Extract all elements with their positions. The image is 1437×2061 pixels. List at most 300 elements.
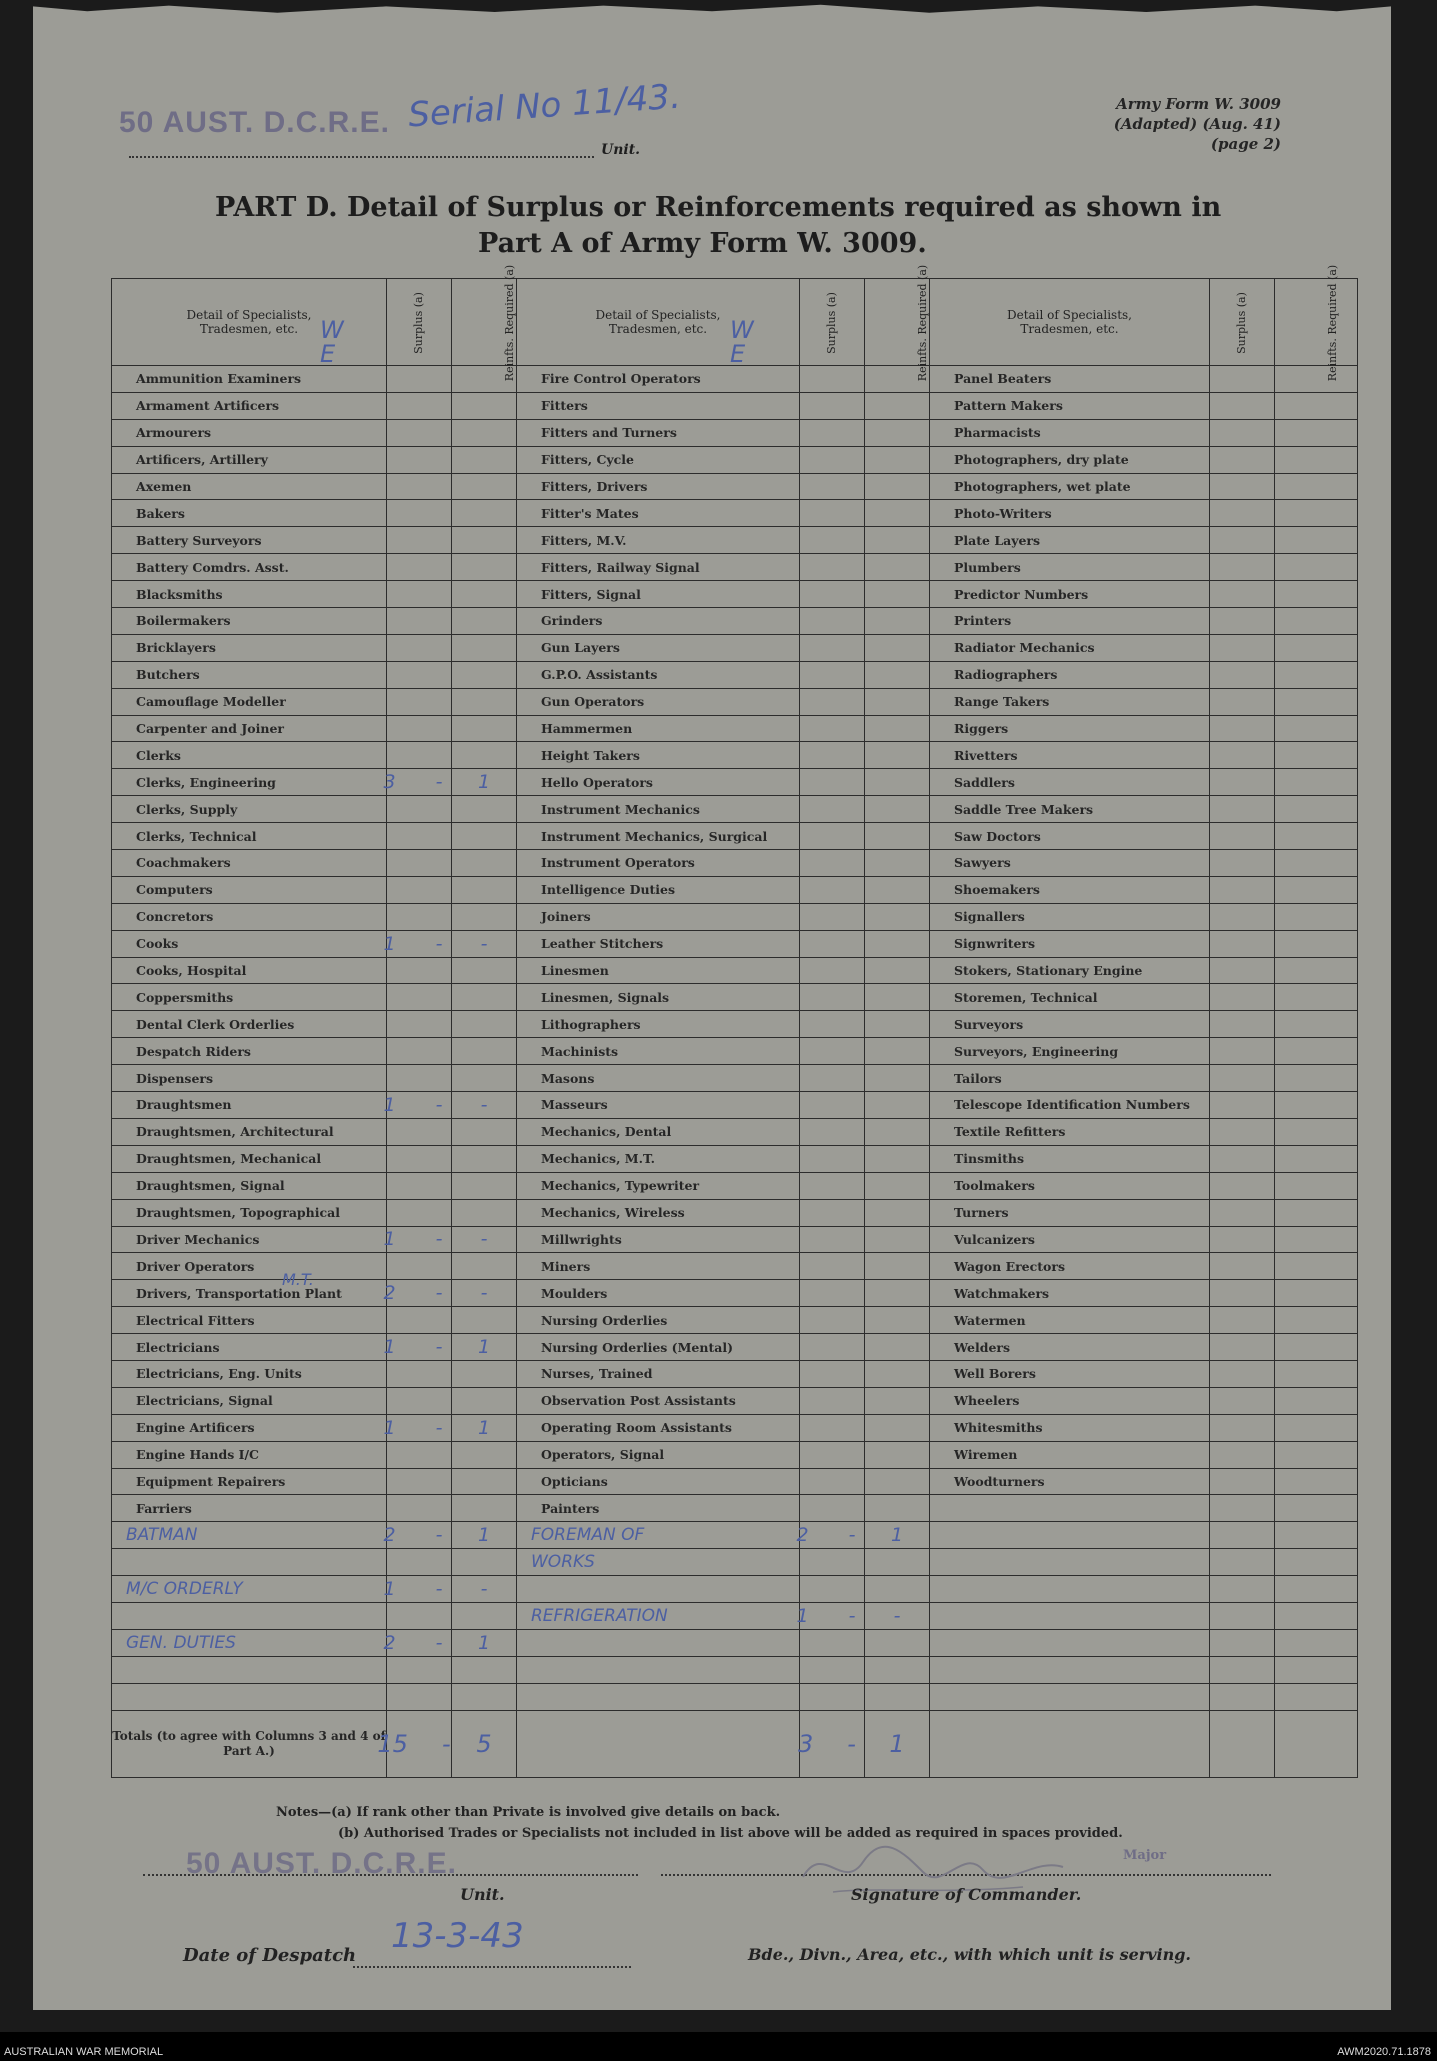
surplus-cell [383, 1629, 452, 1656]
reinfts-value: 1 [477, 1336, 491, 1358]
trade-name: Electricians, Eng. Units [112, 1360, 387, 1387]
totals-we: 3 [798, 1729, 814, 1758]
reinfts-cell [452, 850, 517, 877]
trade-name: Armament Artificers [112, 392, 387, 419]
reinfts-cell [452, 1468, 517, 1495]
surplus-cell [800, 366, 865, 393]
note-a: Notes—(a) If rank other than Private is involved give details on back. [276, 1805, 781, 1820]
table-row-handwritten [112, 1522, 1358, 1549]
trade-name: Concretors [112, 903, 387, 930]
table-row-handwritten [112, 1576, 1358, 1603]
surplus-cell [387, 957, 452, 984]
surplus-value: - [435, 1228, 443, 1251]
table-row-handwritten [112, 1629, 1358, 1656]
table-row [112, 419, 1358, 446]
we-value: 2 [383, 1524, 396, 1547]
reinfts-cell [1275, 392, 1358, 419]
totals-blank [1210, 1710, 1275, 1777]
reinfts-cell [865, 1145, 930, 1172]
reinfts-cell [452, 1280, 517, 1307]
reinfts-cell [452, 876, 517, 903]
table-row [112, 446, 1358, 473]
reinfts-cell [865, 608, 930, 635]
surplus-cell [387, 1549, 452, 1576]
trade-name: Opticians [517, 1468, 800, 1495]
we-value: 1 [383, 1578, 396, 1601]
we-value: 2 [383, 1282, 396, 1305]
surplus-cell [1210, 1253, 1275, 1280]
reinfts-cell [452, 957, 517, 984]
surplus-cell [800, 419, 865, 446]
reinfts-cell [1275, 930, 1358, 957]
reinfts-cell [865, 1280, 930, 1307]
surplus-cell [387, 661, 452, 688]
reinfts-cell [865, 1065, 930, 1092]
trade-name: Photo-Writers [930, 500, 1210, 527]
trade-name: Photographers, wet plate [930, 473, 1210, 500]
reinfts-cell [865, 1629, 930, 1656]
surplus-cell [387, 1495, 452, 1522]
col-header-detail-b: Tradesmen, etc. [608, 322, 708, 336]
trade-name: Electricians, Signal [112, 1387, 387, 1414]
table-row [112, 1414, 1358, 1441]
surplus-cell [800, 903, 865, 930]
trade-name: Gun Operators [517, 688, 800, 715]
trade-name: Driver Mechanics [112, 1226, 387, 1253]
we-value: 1 [383, 1416, 396, 1439]
trade-name: Fitters, Signal [517, 581, 800, 608]
surplus-cell [800, 688, 865, 715]
reinfts-cell [1275, 500, 1358, 527]
signature-rank: Major [1123, 1848, 1167, 1863]
surplus-cell [387, 1387, 452, 1414]
trade-name: Storemen, Technical [930, 984, 1210, 1011]
surplus-cell [383, 1092, 452, 1119]
reinfts-cell [865, 1172, 930, 1199]
surplus-cell [387, 1360, 452, 1387]
col-header-surplus-1 [387, 279, 452, 366]
reinfts-cell [1275, 984, 1358, 1011]
reinfts-cell [1275, 581, 1358, 608]
surplus-cell [387, 1065, 452, 1092]
trade-name: Draughtsmen [112, 1092, 387, 1119]
trade-name: Tinsmiths [930, 1145, 1210, 1172]
serial-number: Serial No 11/43. [406, 76, 682, 136]
reinfts-cell [865, 1683, 930, 1710]
trade-name: Coppersmiths [112, 984, 387, 1011]
reinfts-cell [865, 1011, 930, 1038]
trade-name: Printers [930, 608, 1210, 635]
surplus-cell [800, 930, 865, 957]
reinfts-cell [452, 608, 517, 635]
totals-we: 15 [377, 1729, 408, 1758]
table-row [112, 1387, 1358, 1414]
trade-name: Pattern Makers [930, 392, 1210, 419]
trade-name: Sawyers [930, 850, 1210, 877]
reinfts-cell [1275, 1145, 1358, 1172]
surplus-value: - [435, 1282, 443, 1305]
reinfts-cell [1275, 1576, 1358, 1603]
reinfts-cell [1275, 796, 1358, 823]
we-value: 2 [383, 1631, 396, 1654]
surplus-cell [800, 1118, 865, 1145]
surplus-cell [1210, 1226, 1275, 1253]
col-header-surplus-text: Surplus (a) [825, 291, 838, 354]
trade-name: Butchers [112, 661, 387, 688]
table-row [112, 1092, 1358, 1119]
surplus-cell [1210, 1172, 1275, 1199]
surplus-cell [1210, 366, 1275, 393]
surplus-cell [800, 554, 865, 581]
trade-name [930, 1656, 1210, 1683]
reinfts-cell [452, 1602, 517, 1629]
surplus-value: - [435, 1093, 443, 1116]
trade-name [930, 1576, 1210, 1603]
reinfts-cell [865, 473, 930, 500]
trade-name: Surveyors [930, 1011, 1210, 1038]
trade-name: Cooks [112, 930, 387, 957]
reinfts-value: - [480, 1282, 488, 1305]
reinfts-cell [452, 903, 517, 930]
col-header-detail-3 [930, 279, 1210, 366]
reinfts-cell [1275, 1092, 1358, 1119]
table-row [112, 581, 1358, 608]
table-row [112, 1145, 1358, 1172]
reinfts-cell [1275, 850, 1358, 877]
totals-reinfts-value: 1 [889, 1729, 905, 1758]
reinfts-cell [452, 392, 517, 419]
surplus-cell [1210, 1468, 1275, 1495]
form-ref-line-1: Army Form W. 3009 [1116, 95, 1281, 113]
table-row-handwritten [112, 1602, 1358, 1629]
reinfts-cell [865, 1656, 930, 1683]
trade-name: Masons [517, 1065, 800, 1092]
we-value: 1 [383, 1093, 396, 1116]
surplus-cell [1210, 1495, 1275, 1522]
reinfts-cell [1275, 1387, 1358, 1414]
surplus-cell [1210, 446, 1275, 473]
table-row [112, 1226, 1358, 1253]
reinfts-cell [1275, 1307, 1358, 1334]
surplus-cell [383, 1226, 452, 1253]
surplus-cell [387, 876, 452, 903]
surplus-cell [800, 1199, 865, 1226]
surplus-cell [1210, 661, 1275, 688]
reinfts-cell [865, 1468, 930, 1495]
reinfts-cell [452, 661, 517, 688]
trade-name: Millwrights [517, 1226, 800, 1253]
trade-name: Radiator Mechanics [930, 634, 1210, 661]
reinfts-cell [452, 1656, 517, 1683]
reinfts-cell [452, 1549, 517, 1576]
table-row [112, 957, 1358, 984]
trade-name: Fitters [517, 392, 800, 419]
surplus-value: - [435, 1631, 443, 1654]
we-mark-1: W E [320, 316, 344, 368]
reinfts-cell [865, 554, 930, 581]
trade-name: Photographers, dry plate [930, 446, 1210, 473]
surplus-cell [383, 930, 452, 957]
reinfts-value: - [480, 1093, 488, 1116]
table-row [112, 634, 1358, 661]
trade-name: Clerks [112, 742, 387, 769]
surplus-cell [383, 1414, 452, 1441]
reinfts-cell [452, 1360, 517, 1387]
trade-name: Fitters, Cycle [517, 446, 800, 473]
date-line [353, 1966, 631, 1968]
reinfts-cell [1275, 1683, 1358, 1710]
trade-name: Saw Doctors [930, 823, 1210, 850]
trade-name: Ammunition Examiners [112, 366, 387, 393]
added-trade-name [112, 1683, 387, 1710]
reinfts-cell [1275, 1522, 1358, 1549]
surplus-cell [387, 419, 452, 446]
reinfts-cell [452, 1092, 517, 1119]
table-row [112, 876, 1358, 903]
reinfts-cell [452, 823, 517, 850]
reinfts-cell [452, 984, 517, 1011]
table-row-handwritten [112, 1656, 1358, 1683]
reinfts-cell [452, 1065, 517, 1092]
trade-name: Artificers, Artillery [112, 446, 387, 473]
added-trade-name: FOREMAN OF [517, 1522, 800, 1549]
reinfts-cell [1275, 769, 1358, 796]
trade-name: Telescope Identification Numbers [930, 1092, 1210, 1119]
reinfts-cell [865, 1549, 930, 1576]
trade-name: Battery Comdrs. Asst. [112, 554, 387, 581]
trade-name: Watermen [930, 1307, 1210, 1334]
surplus-cell [800, 1387, 865, 1414]
unit-line-bottom [143, 1874, 638, 1876]
col-header-detail-a: Detail of Specialists, [186, 308, 312, 322]
trade-name: Welders [930, 1334, 1210, 1361]
surplus-cell [1210, 527, 1275, 554]
trade-name: Draughtsmen, Architectural [112, 1118, 387, 1145]
we-value: 1 [383, 932, 396, 955]
reinfts-cell [865, 1092, 930, 1119]
surplus-cell [387, 742, 452, 769]
trade-name: Gun Layers [517, 634, 800, 661]
surplus-cell [387, 1199, 452, 1226]
col-header-surplus-2 [800, 279, 865, 366]
reinfts-cell [1275, 823, 1358, 850]
surplus-cell [800, 1629, 865, 1656]
surplus-cell [1210, 688, 1275, 715]
trade-name: Whitesmiths [930, 1414, 1210, 1441]
totals-surplus [800, 1710, 865, 1777]
reinfts-cell [1275, 1172, 1358, 1199]
reinfts-value: 1 [477, 1524, 491, 1547]
surplus-cell [1210, 1038, 1275, 1065]
col-header-surplus-3 [1210, 279, 1275, 366]
trade-name: Nursing Orderlies (Mental) [517, 1334, 800, 1361]
reinfts-cell [452, 1307, 517, 1334]
trade-name: Panel Beaters [930, 366, 1210, 393]
reinfts-cell [865, 1226, 930, 1253]
surplus-cell [800, 715, 865, 742]
surplus-cell [800, 608, 865, 635]
surplus-cell [1210, 742, 1275, 769]
reinfts-cell [1275, 903, 1358, 930]
surplus-cell [1210, 419, 1275, 446]
reinfts-cell [865, 581, 930, 608]
reinfts-cell [865, 1441, 930, 1468]
trade-name: Signallers [930, 903, 1210, 930]
totals-blank [1275, 1710, 1358, 1777]
surplus-cell [800, 1576, 865, 1603]
trade-name: Boilermakers [112, 608, 387, 635]
reinfts-cell [1275, 527, 1358, 554]
trade-name: Predictor Numbers [930, 581, 1210, 608]
surplus-cell [1210, 1414, 1275, 1441]
surplus-cell [387, 554, 452, 581]
surplus-cell [1210, 392, 1275, 419]
reinfts-cell [1275, 1656, 1358, 1683]
table-row [112, 1360, 1358, 1387]
table-row [112, 366, 1358, 393]
trade-name: Clerks, Engineering [112, 769, 387, 796]
reinfts-cell [1275, 715, 1358, 742]
reinfts-cell [865, 1495, 930, 1522]
reinfts-cell [865, 392, 930, 419]
surplus-cell [383, 1522, 452, 1549]
surplus-cell [1210, 1145, 1275, 1172]
trade-name: Painters [517, 1495, 800, 1522]
table-row [112, 930, 1358, 957]
reinfts-cell [452, 527, 517, 554]
trade-name: Fitter's Mates [517, 500, 800, 527]
surplus-cell [387, 1118, 452, 1145]
reinfts-cell [1275, 1334, 1358, 1361]
surplus-cell [800, 1280, 865, 1307]
added-trade-name [112, 1549, 387, 1576]
trade-name: Moulders [517, 1280, 800, 1307]
reinfts-cell [1275, 688, 1358, 715]
surplus-cell [1210, 608, 1275, 635]
trade-name: Miners [517, 1253, 800, 1280]
surplus-cell [1210, 1441, 1275, 1468]
reinfts-cell [1275, 1280, 1358, 1307]
surplus-cell [387, 715, 452, 742]
trade-name: Equipment Repairers [112, 1468, 387, 1495]
surplus-cell [387, 823, 452, 850]
surplus-cell [387, 1656, 452, 1683]
reinfts-cell [865, 715, 930, 742]
reinfts-cell [452, 1441, 517, 1468]
reinfts-cell [452, 634, 517, 661]
surplus-value: - [435, 1578, 443, 1601]
reinfts-cell [1275, 1199, 1358, 1226]
trade-name: Dental Clerk Orderlies [112, 1011, 387, 1038]
totals-row [112, 1710, 1358, 1777]
surplus-cell [387, 1011, 452, 1038]
table-row [112, 823, 1358, 850]
surplus-cell [800, 957, 865, 984]
surplus-cell [800, 1065, 865, 1092]
totals-blank [930, 1710, 1210, 1777]
trade-name: Cooks, Hospital [112, 957, 387, 984]
totals-blank [517, 1710, 800, 1777]
reinfts-value: - [480, 1578, 488, 1601]
surplus-cell [796, 1522, 865, 1549]
reinfts-cell [452, 554, 517, 581]
trade-name: Riggers [930, 715, 1210, 742]
trade-name: Pharmacists [930, 419, 1210, 446]
surplus-cell [1210, 715, 1275, 742]
surplus-cell [800, 1334, 865, 1361]
trade-name: Computers [112, 876, 387, 903]
surplus-cell [1210, 1387, 1275, 1414]
trade-name: Fire Control Operators [517, 366, 800, 393]
surplus-cell [387, 392, 452, 419]
trade-name: Joiners [517, 903, 800, 930]
reinfts-cell [1275, 957, 1358, 984]
surplus-cell [800, 850, 865, 877]
reinfts-cell [865, 930, 930, 957]
reinfts-cell [865, 634, 930, 661]
we-value: 1 [796, 1604, 809, 1627]
torn-edge [33, 0, 1391, 16]
note-b: (b) Authorised Trades or Specialists not included in list above will be added as required in spaces provided. [338, 1826, 1123, 1841]
trade-name: Driver Operators [112, 1253, 387, 1280]
trade-name: Leather Stitchers [517, 930, 800, 957]
reinfts-cell [865, 1414, 930, 1441]
form-page [33, 0, 1391, 2010]
trade-name [930, 1629, 1210, 1656]
surplus-cell [800, 1656, 865, 1683]
trade-name: Vulcanizers [930, 1226, 1210, 1253]
reinfts-cell [865, 796, 930, 823]
we-value: 1 [383, 1336, 396, 1358]
reinfts-cell [452, 1522, 517, 1549]
reinfts-cell [452, 1172, 517, 1199]
surplus-cell [800, 661, 865, 688]
reinfts-cell [1275, 1065, 1358, 1092]
added-trade-name [517, 1629, 800, 1656]
trade-name: Draughtsmen, Topographical [112, 1199, 387, 1226]
reinfts-cell [452, 500, 517, 527]
surplus-cell [387, 1602, 452, 1629]
reinfts-cell [865, 984, 930, 1011]
trade-name [930, 1683, 1210, 1710]
added-trade-name: WORKS [517, 1549, 800, 1576]
reinfts-cell [1275, 1629, 1358, 1656]
trade-name: Coachmakers [112, 850, 387, 877]
surplus-cell [383, 769, 452, 796]
surplus-cell [1210, 1334, 1275, 1361]
table-row [112, 608, 1358, 635]
reinfts-cell [452, 1118, 517, 1145]
surplus-cell [1210, 1065, 1275, 1092]
surplus-cell [1210, 581, 1275, 608]
reinfts-cell [1275, 1038, 1358, 1065]
reinfts-cell [452, 1145, 517, 1172]
surplus-cell [387, 366, 452, 393]
surplus-cell [1210, 796, 1275, 823]
trade-name: Bakers [112, 500, 387, 527]
trade-name: Linesmen [517, 957, 800, 984]
trade-name: Shoemakers [930, 876, 1210, 903]
archive-footer [0, 2032, 1437, 2061]
table-row [112, 554, 1358, 581]
table-row [112, 1118, 1358, 1145]
col-header-surplus-text: Surplus (a) [412, 291, 425, 354]
trade-name: Wiremen [930, 1441, 1210, 1468]
trade-name: Axemen [112, 473, 387, 500]
surplus-cell [387, 1307, 452, 1334]
surplus-cell [387, 608, 452, 635]
surplus-cell [800, 1253, 865, 1280]
